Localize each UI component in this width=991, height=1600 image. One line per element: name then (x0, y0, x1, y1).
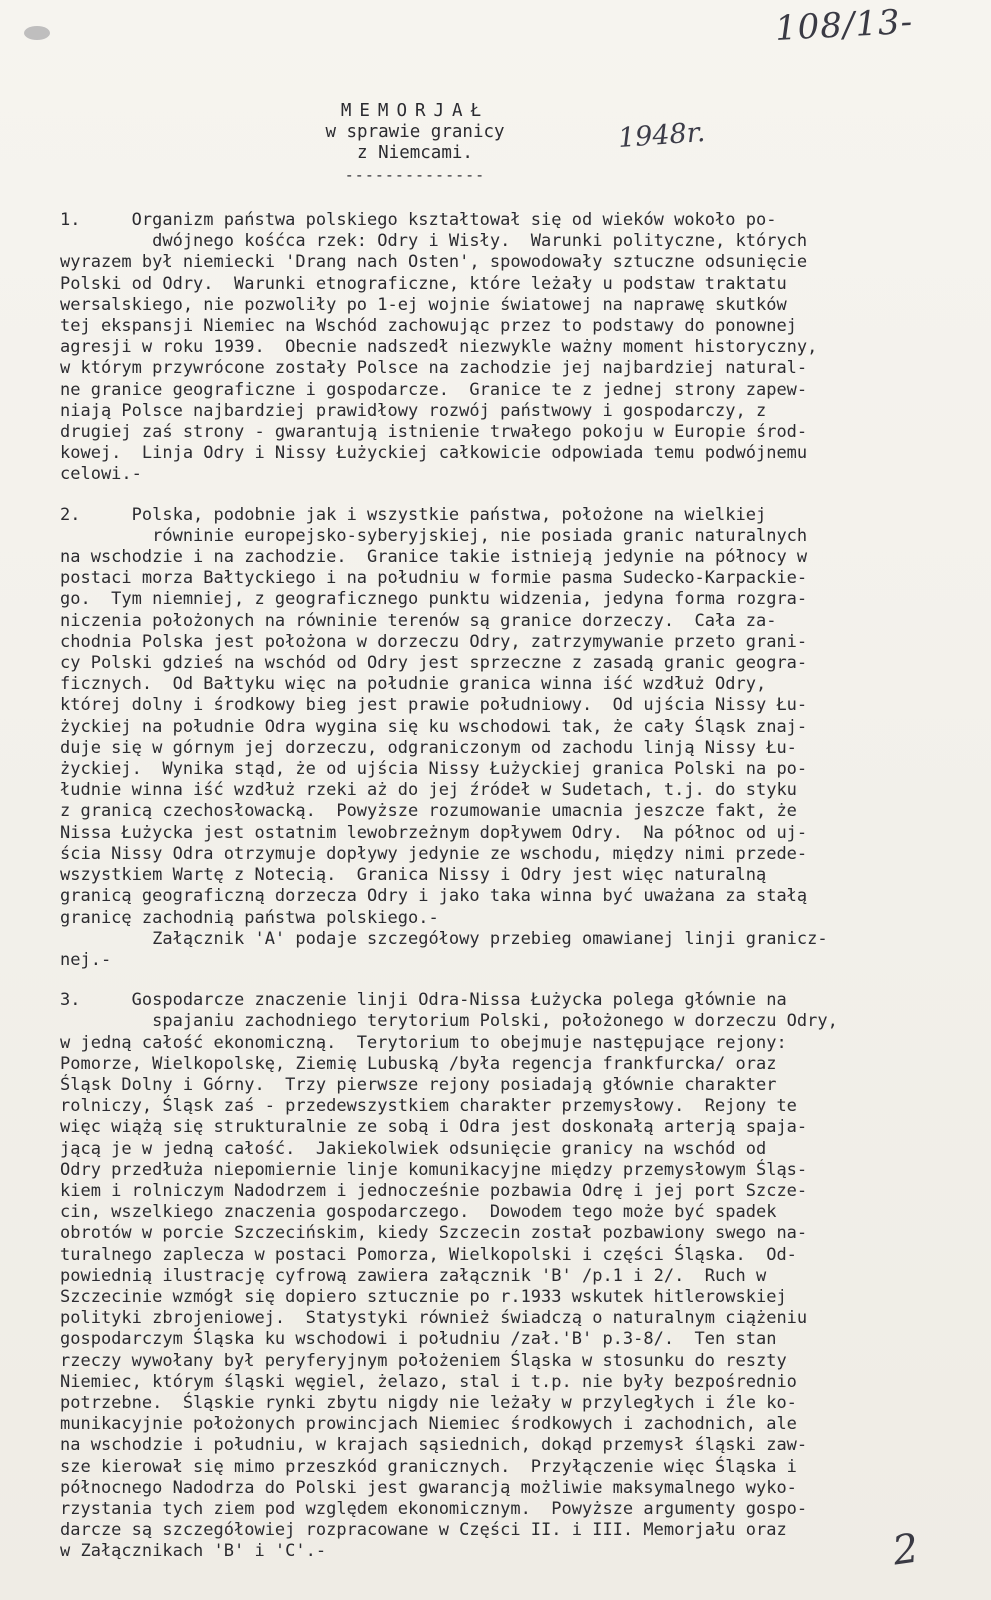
text-line: powiednią ilustrację cyfrową zawiera załącznik 'B' /p.1 i 2/. Ruch w (60, 1265, 767, 1286)
text-line: w jedną całość ekonomiczną. Terytorium to obejmuje następujące rejony: (60, 1032, 787, 1053)
text-line: w którym przywrócone zostały Polsce na zachodzie jej najbardziej natural- (60, 358, 808, 379)
text-line: kowej. Linja Odry i Nissy Łużyckiej całkowicie odpowiada temu podwójnemu (60, 443, 808, 464)
text-line: sze kierował się mimo przeszkód granicznych. Przyłączenie więc Śląska i (60, 1456, 797, 1477)
paragraph-2 (60, 505, 938, 971)
memorandum-body (60, 210, 938, 1582)
text-line: potrzebne. Śląskie rynki zbytu nigdy nie leżały w przyległych i źle ko- (60, 1392, 797, 1413)
page-number-handwritten: 2 (889, 1525, 922, 1575)
document-heading (200, 100, 630, 186)
text-line: 1. Organizm państwa polskiego kształtował się od wieków wokoło po- (60, 210, 777, 230)
text-line: w Załącznikach 'B' i 'C'.- (60, 1541, 327, 1562)
text-line: polityki zbrojeniowej. Statystyki również świadczą o naturalnym ciążeniu (60, 1308, 808, 1329)
text-line: drugiej zaś strony - gwarantują istnienie trwałego pokoju w Europie środ- (60, 422, 808, 443)
text-line: granicę zachodnią państwa polskiego.- (60, 907, 439, 928)
text-line: łudnie winna iść wzdłuż rzeki aż do jej źródeł w Sudetach, t.j. do styku (60, 780, 797, 801)
text-line: kiem i rolniczym Nadodrzem i jednocześnie pozbawia Odrę i jej port Szcze- (60, 1180, 808, 1201)
text-line: rzystania tych ziem pod względem ekonomicznym. Powyższe argumenty gospo- (60, 1498, 808, 1519)
text-line: wszystkiem Wartę z Notecią. Granica Nissy i Odry jest więc naturalną (60, 865, 767, 886)
text-line: ścia Nissy Odra otrzymuje dopływy jedynie ze wschodu, między nimi przede- (60, 843, 808, 864)
subtitle-line-2: z Niemcami. (357, 143, 473, 163)
text-line: 3. Gospodarcze znaczenie linji Odra-Nissa Łużycka polega głównie na (60, 990, 787, 1011)
ink-smudge (24, 26, 50, 40)
text-line: wyrazem był niemiecki 'Drang nach Osten', spowodowały sztuczne odsunięcie (60, 252, 808, 273)
text-line: Nissa Łużycka jest ostatnim lewobrzeżnym dopływem Odry. Na północ od uj- (60, 822, 808, 843)
text-line: duje się w górnym jej dorzeczu, odgraniczonym od zachodu linją Nissy Łu- (60, 737, 797, 758)
text-line: życkiej. Wynika stąd, że od ujścia Nissy Łużyckiej granica Polski na po- (60, 759, 808, 780)
text-line: celowi.- (60, 464, 142, 485)
text-line: niają Polsce najbardziej prawidłowy rozwój państwowy i gospodarczy, z (60, 400, 767, 421)
archive-number-handwritten: 108/13- (774, 1, 915, 49)
text-line: na wschodzie i południu, w krajach sąsiednich, dokąd przemysł śląski zaw- (60, 1435, 808, 1456)
text-line: na wschodzie i na zachodzie. Granice takie istnieją jedynie na północy w (60, 547, 808, 568)
text-line: tej ekspansji Niemiec na Wschód zachowując przez to podstawy do ponownej (60, 316, 797, 337)
text-line: rzeczy wywołany był peryferyjnym położeniem Śląska w stosunku do reszty (60, 1350, 787, 1371)
text-line: darcze są szczegółowiej rozpracowane w Części II. i III. Memorjału oraz (60, 1520, 787, 1541)
text-line: północnego Nadodrza do Polski jest gwarancją możliwie maksymalnego wyko- (60, 1477, 797, 1498)
text-line: postaci morza Bałtyckiego i na południu w formie pasma Sudecko-Karpackie- (60, 568, 808, 589)
text-line: agresji w roku 1939. Obecnie nadszedł niezwykle ważny moment historyczny, (60, 337, 818, 358)
text-line: dwójnego kośćca rzek: Odry i Wisły. Warunki polityczne, których (60, 231, 808, 252)
paragraph-1 (60, 210, 938, 486)
text-line: jącą je w jedną całość. Jakiekolwiek odsunięcie granicy na wschód od (60, 1138, 767, 1159)
text-line: której dolny i środkowy bieg jest prawie południowy. Od ujścia Nissy Łu- (60, 695, 808, 716)
attachment-note-line: nej.- (60, 949, 112, 970)
text-line: życkiej na południe Odra wygina się ku wschodowi tak, że cały Śląsk znaj- (60, 716, 808, 737)
text-line: chodnia Polska jest położona w dorzeczu Odry, zatrzymywanie przeto grani- (60, 631, 808, 652)
text-line: Szczecinie wzmógł się dopiero sztucznie po r.1933 wskutek hitlerowskiej (60, 1286, 787, 1307)
text-line: granicą geograficzną dorzecza Odry i jako taka winna być uważana za stałą (60, 886, 808, 907)
text-line: go. Tym niemniej, z geograficznego punktu widzenia, jedyna forma rozgra- (60, 589, 808, 610)
text-line: Polski od Odry. Warunki etnograficzne, które leżały u podstaw traktatu (60, 273, 787, 294)
text-line: Pomorze, Wielkopolskę, Ziemię Lubuską /była regencja frankfurcka/ oraz (60, 1053, 777, 1074)
title: MEMORJAŁ (340, 101, 490, 121)
year-handwritten: 1948r. (617, 116, 707, 155)
text-line: rolniczy, Śląsk zaś - przedewszystkiem charakter przemysłowy. Rejony te (60, 1096, 797, 1117)
text-line: munikacyjnie położonych prowincjach Niemiec środkowych i zachodnich, ale (60, 1414, 797, 1435)
text-line: z granicą czechosłowacką. Powyższe rozumowanie umacnia jeszcze fakt, że (60, 801, 797, 822)
attachment-note-line: Załącznik 'A' podaje szczegółowy przebieg omawianej linji granicz- (60, 928, 828, 949)
paragraph-3 (60, 990, 938, 1562)
text-line: ficznych. Od Bałtyku więc na południe granica winna iść wzdłuż Odry, (60, 674, 767, 695)
text-line: turalnego zaplecza w postaci Pomorza, Wielkopolski i części Śląska. Od- (60, 1244, 797, 1265)
text-line: spajaniu zachodniego terytorium Polski, położonego w dorzeczu Odry, (60, 1011, 838, 1032)
text-line: niczenia położonych na równinie terenów są granice dorzeczy. Cała za- (60, 610, 777, 631)
text-line: więc wiążą się strukturalnie ze sobą i Odra jest doskonałą arterją spaja- (60, 1117, 808, 1138)
text-line: obrotów w porcie Szczecińskim, kiedy Szczecin został pozbawiony swego na- (60, 1223, 808, 1244)
text-line: gospodarczym Śląska ku wschodowi i południu /zał.'B' p.3-8/. Ten stan (60, 1329, 777, 1350)
text-line: cin, wszelkiego znaczenia gospodarczego. Dowodem tego może być spadek (60, 1202, 777, 1223)
text-line: ne granice geograficzne i gospodarcze. Granice te z jednej strony zapew- (60, 379, 808, 400)
text-line: 2. Polska, podobnie jak i wszystkie państwa, położone na wielkiej (60, 504, 767, 525)
text-line: Śląsk Dolny i Górny. Trzy pierwsze rejony posiadają głównie charakter (60, 1074, 777, 1095)
text-line: cy Polski gdzieś na wschód od Odry jest sprzeczne z zasadą granic geogra- (60, 653, 808, 674)
subtitle-line-1: w sprawie granicy (325, 122, 505, 142)
text-line: Odry przedłuża niepomiernie linje komunikacyjne między przemysłowym Śląs- (60, 1159, 808, 1180)
text-line: wersalskiego, nie pozwoliły po 1-ej wojnie światowej na naprawę skutków (60, 294, 787, 315)
title-underline: -------------- (344, 166, 486, 184)
text-line: Niemiec, którym śląski węgiel, żelazo, stal i t.p. nie były bezpośrednio (60, 1371, 797, 1392)
text-line: równinie europejsko-syberyjskiej, nie posiada granic naturalnych (60, 525, 808, 546)
